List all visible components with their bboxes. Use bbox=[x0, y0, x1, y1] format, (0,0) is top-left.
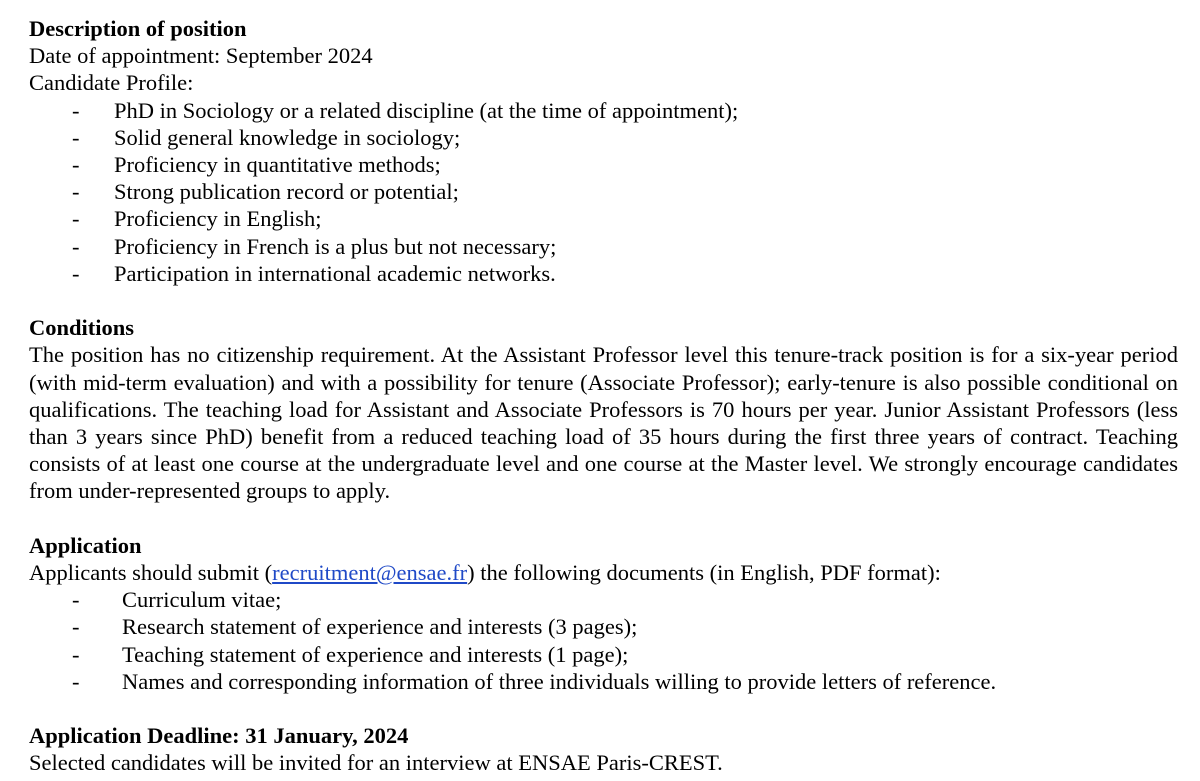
list-item-text: Teaching statement of experience and interests (1 page); bbox=[122, 641, 629, 667]
dash-bullet: - bbox=[72, 641, 80, 667]
list-item-text: Curriculum vitae; bbox=[122, 587, 282, 613]
list-item bbox=[29, 613, 1178, 640]
list-item-text: Research statement of experience and interests (3 pages); bbox=[122, 614, 638, 640]
appointment-date: Date of appointment: September 2024 bbox=[29, 43, 373, 69]
list-item-text: Proficiency in French is a plus but not necessary; bbox=[114, 233, 557, 259]
list-item bbox=[29, 151, 1178, 178]
dash-bullet: - bbox=[72, 179, 80, 205]
job-posting-document bbox=[29, 15, 1178, 777]
list-item bbox=[29, 260, 1178, 287]
section-spacer bbox=[29, 695, 1178, 722]
section-spacer bbox=[29, 287, 1178, 314]
list-item-text: Proficiency in English; bbox=[114, 206, 322, 232]
list-item bbox=[29, 205, 1178, 232]
list-item bbox=[29, 233, 1178, 260]
conditions-body: The position has no citizenship requirement. At the Assistant Professor level this tenure-track position is for a six-year period (with mid-term evaluation) and with a possibility for tenure (Associate Professor); early-tenure is also possible conditional on qualifications. The teaching load for Assistant and Associate Professors is 70 hours per year. Junior Assistant Professors (less than 3 years since PhD) benefit from a reduced teaching load of 35 hours during the first three years of contract. Teaching consists of at least one course at the undergraduate level and one course at the Master level. We strongly encourage candidates from under-represented groups to apply. bbox=[29, 342, 1178, 504]
dash-bullet: - bbox=[72, 206, 80, 232]
dash-bullet: - bbox=[72, 614, 80, 640]
dash-bullet: - bbox=[72, 233, 80, 259]
application-intro bbox=[29, 559, 1178, 586]
list-item bbox=[29, 668, 1178, 695]
list-item bbox=[29, 97, 1178, 124]
list-item-text: PhD in Sociology or a related discipline (at the time of appointment); bbox=[114, 97, 739, 123]
description-section bbox=[29, 15, 1178, 287]
dash-bullet: - bbox=[72, 97, 80, 123]
application-heading: Application bbox=[29, 532, 142, 558]
description-heading: Description of position bbox=[29, 16, 247, 41]
candidate-profile-list bbox=[29, 97, 1178, 287]
section-spacer bbox=[29, 505, 1178, 532]
deadline-text: Selected candidates will be invited for an interview at ENSAE Paris-CREST. bbox=[29, 750, 723, 776]
dash-bullet: - bbox=[72, 668, 80, 694]
list-item bbox=[29, 178, 1178, 205]
dash-bullet: - bbox=[72, 152, 80, 178]
deadline-section bbox=[29, 722, 1178, 776]
conditions-heading: Conditions bbox=[29, 315, 135, 341]
required-documents-list bbox=[29, 586, 1178, 695]
application-intro-start: Applicants should submit ( bbox=[29, 560, 273, 586]
list-item-text: Participation in international academic networks. bbox=[114, 260, 556, 286]
list-item-text: Proficiency in quantitative methods; bbox=[114, 152, 441, 178]
list-item-text: Strong publication record or potential; bbox=[114, 179, 459, 205]
list-item bbox=[29, 124, 1178, 151]
recruitment-email-link[interactable]: recruitment@ensae.fr bbox=[272, 560, 468, 586]
list-item bbox=[29, 586, 1178, 613]
dash-bullet: - bbox=[72, 587, 80, 613]
candidate-profile-label: Candidate Profile: bbox=[29, 70, 194, 96]
dash-bullet: - bbox=[72, 124, 80, 150]
list-item bbox=[29, 641, 1178, 668]
application-section bbox=[29, 532, 1178, 695]
dash-bullet: - bbox=[72, 260, 80, 286]
application-intro-end: ) the following documents (in English, PDF format): bbox=[467, 560, 941, 586]
deadline-heading: Application Deadline: 31 January, 2024 bbox=[29, 723, 409, 749]
list-item-text: Solid general knowledge in sociology; bbox=[114, 124, 461, 150]
list-item-text: Names and corresponding information of three individuals willing to provide letters of reference. bbox=[122, 668, 997, 694]
conditions-section bbox=[29, 314, 1178, 504]
